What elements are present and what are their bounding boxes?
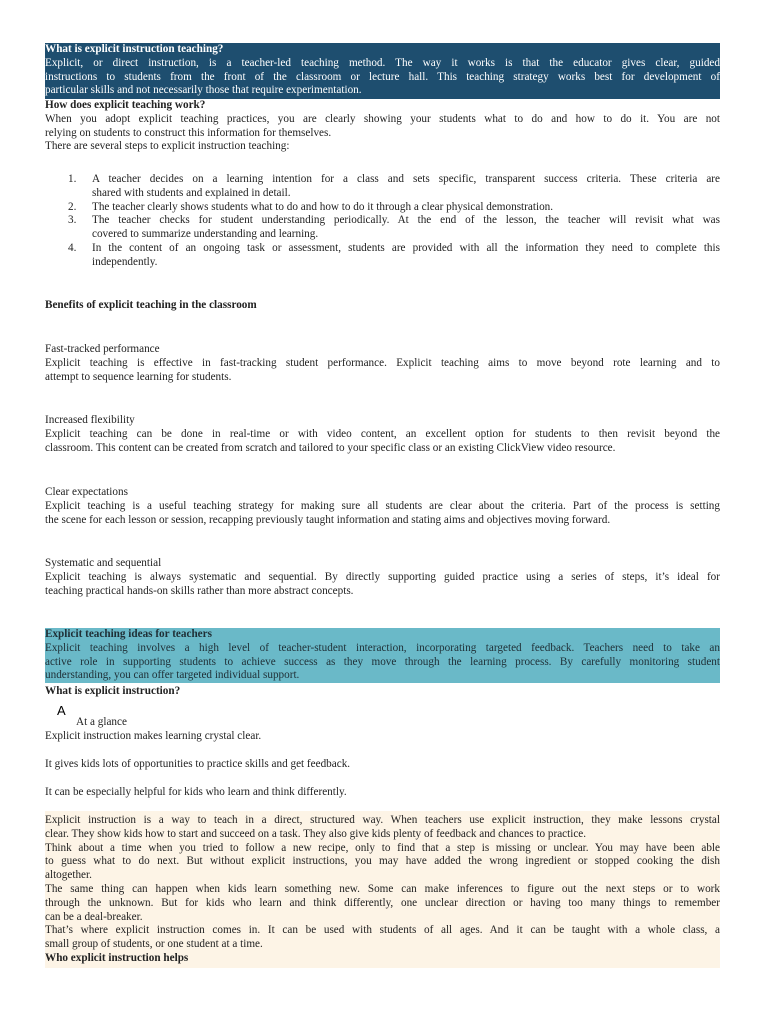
list-item (45, 214, 720, 242)
ideas-section (45, 628, 720, 683)
benefit-title: Increased flexibility (45, 414, 135, 426)
body-line: classroom. This content can be created from scratch and tailored to your specific class or an existing ClickView video resource. (45, 441, 616, 454)
body-line: clear. They show kids how to start and succeed on a task. They also give kids plenty of feedback and chances to practice. (45, 827, 587, 840)
glance-item: It gives kids lots of opportunities to practice skills and get feedback. (45, 758, 351, 770)
list-number: 1. (68, 173, 77, 185)
body-line: Explicit teaching is effective in fast-tracking student performance. Explicit teaching aims to move beyond rote learning and to (45, 356, 720, 369)
list-item (45, 201, 720, 215)
benefit-block (45, 486, 720, 527)
section-heading: Benefits of explicit teaching in the classroom (45, 299, 257, 311)
body-line: altogether. (45, 869, 92, 882)
body-line: teaching practical hands-on skills rather than more abstract concepts. (45, 584, 354, 597)
glance-item: Explicit instruction makes learning crystal clear. (45, 730, 262, 742)
intro-section (45, 43, 720, 98)
body-line: Think about a time when you tried to follow a new recipe, only to find that a step is missing or unclear. You may have been able (45, 841, 720, 854)
body-line: independently. (92, 255, 158, 268)
section-heading: How does explicit teaching work? (45, 99, 206, 111)
body-line: That’s where explicit instruction comes in. It can be used with students of all ages. And it can be taught with a whole class, a (45, 924, 720, 937)
body-line: When you adopt explicit teaching practices, you are clearly showing your students what to do and how to do it. You are not (45, 112, 720, 125)
body-line: The teacher checks for student understanding periodically. At the end of the lesson, the teacher will revisit what was (92, 214, 720, 227)
body-line: Explicit teaching can be done in real-time or with video content, an excellent option for students to then revisit beyond the (45, 427, 720, 440)
body-line: shared with students and explained in detail. (92, 186, 291, 199)
how-section (45, 99, 720, 154)
benefit-block (45, 343, 720, 384)
body-line: In the content of an ongoing task or assessment, students are provided with all the information they need to complete this (92, 241, 720, 254)
section-heading: What is explicit instruction? (45, 685, 181, 697)
list-item (45, 242, 720, 270)
section-heading: Explicit teaching ideas for teachers (45, 628, 212, 640)
benefit-title: Fast-tracked performance (45, 343, 160, 355)
section-heading: Who explicit instruction helps (45, 951, 189, 964)
explanation-section (45, 814, 720, 966)
body-line: There are several steps to explicit instruction teaching: (45, 140, 290, 153)
section-heading: What is explicit instruction teaching? (45, 43, 224, 55)
benefit-title: Systematic and sequential (45, 557, 162, 569)
body-line: covered to summarize understanding and learning. (92, 228, 319, 241)
body-line: Explicit teaching is always systematic and sequential. By directly supporting guided practice using a series of steps, it’s ideal for (45, 570, 720, 583)
letter-a: A (57, 703, 66, 718)
body-line: through the unknown. But for kids who learn and think differently, one unclear direction or having too many things to remember (45, 896, 720, 909)
list-number: 4. (68, 241, 77, 254)
body-line: Explicit, or direct instruction, is a teacher-led teaching method. The way it works is that the educator gives clear, guided (45, 56, 720, 69)
benefit-block (45, 414, 720, 455)
body-line: to guess what to do next. But without explicit instructions, you may have added the wrong ingredient or stopped cooking the dish (45, 855, 720, 868)
body-line: Explicit teaching involves a high level of teacher-student interaction, incorporating targeted feedback. Teachers need to take an (45, 641, 720, 654)
body-line: relying on students to construct this information for themselves. (45, 126, 332, 139)
body-line: Explicit instruction is a way to teach in a direct, structured way. When teachers use explicit instruction, they make lessons crystal (45, 814, 720, 826)
body-line: the scene for each lesson or session, recapping previously taught information and stating aims and objectives moving forward. (45, 513, 611, 526)
list-number: 3. (68, 214, 77, 227)
at-a-glance-label: At a glance (76, 716, 127, 728)
benefit-title: Clear expectations (45, 486, 128, 498)
body-line: can be a deal-breaker. (45, 910, 143, 923)
body-line: attempt to sequence learning for students. (45, 370, 232, 383)
steps-list (45, 173, 720, 270)
body-line: active role in supporting students to achieve success as they move through the learning process. By carefully monitoring student (45, 655, 720, 668)
body-line: understanding, you can offer targeted individual support. (45, 669, 300, 682)
glance-item: It can be especially helpful for kids who learn and think differently. (45, 786, 347, 798)
body-line: small group of students, or one student at a time. (45, 938, 263, 951)
body-line: The teacher clearly shows students what to do and how to do it through a clear physical demonstration. (92, 200, 554, 213)
body-line: A teacher decides on a learning intention for a class and sets specific, transparent success criteria. These criteria are (92, 173, 720, 185)
body-line: The same thing can happen when kids learn something new. Some can make inferences to figure out the next steps or to work (45, 882, 720, 895)
body-line: particular skills and not necessarily those that require experimentation. (45, 84, 362, 97)
body-line: Explicit teaching is a useful teaching strategy for making sure all students are clear about the criteria. Part of the process is setting (45, 499, 720, 512)
list-item (45, 173, 720, 201)
list-number: 2. (68, 200, 77, 213)
body-line: instructions to students from the front of the classroom or lecture hall. This teaching strategy works best for development of (45, 70, 720, 83)
benefit-block (45, 557, 720, 598)
